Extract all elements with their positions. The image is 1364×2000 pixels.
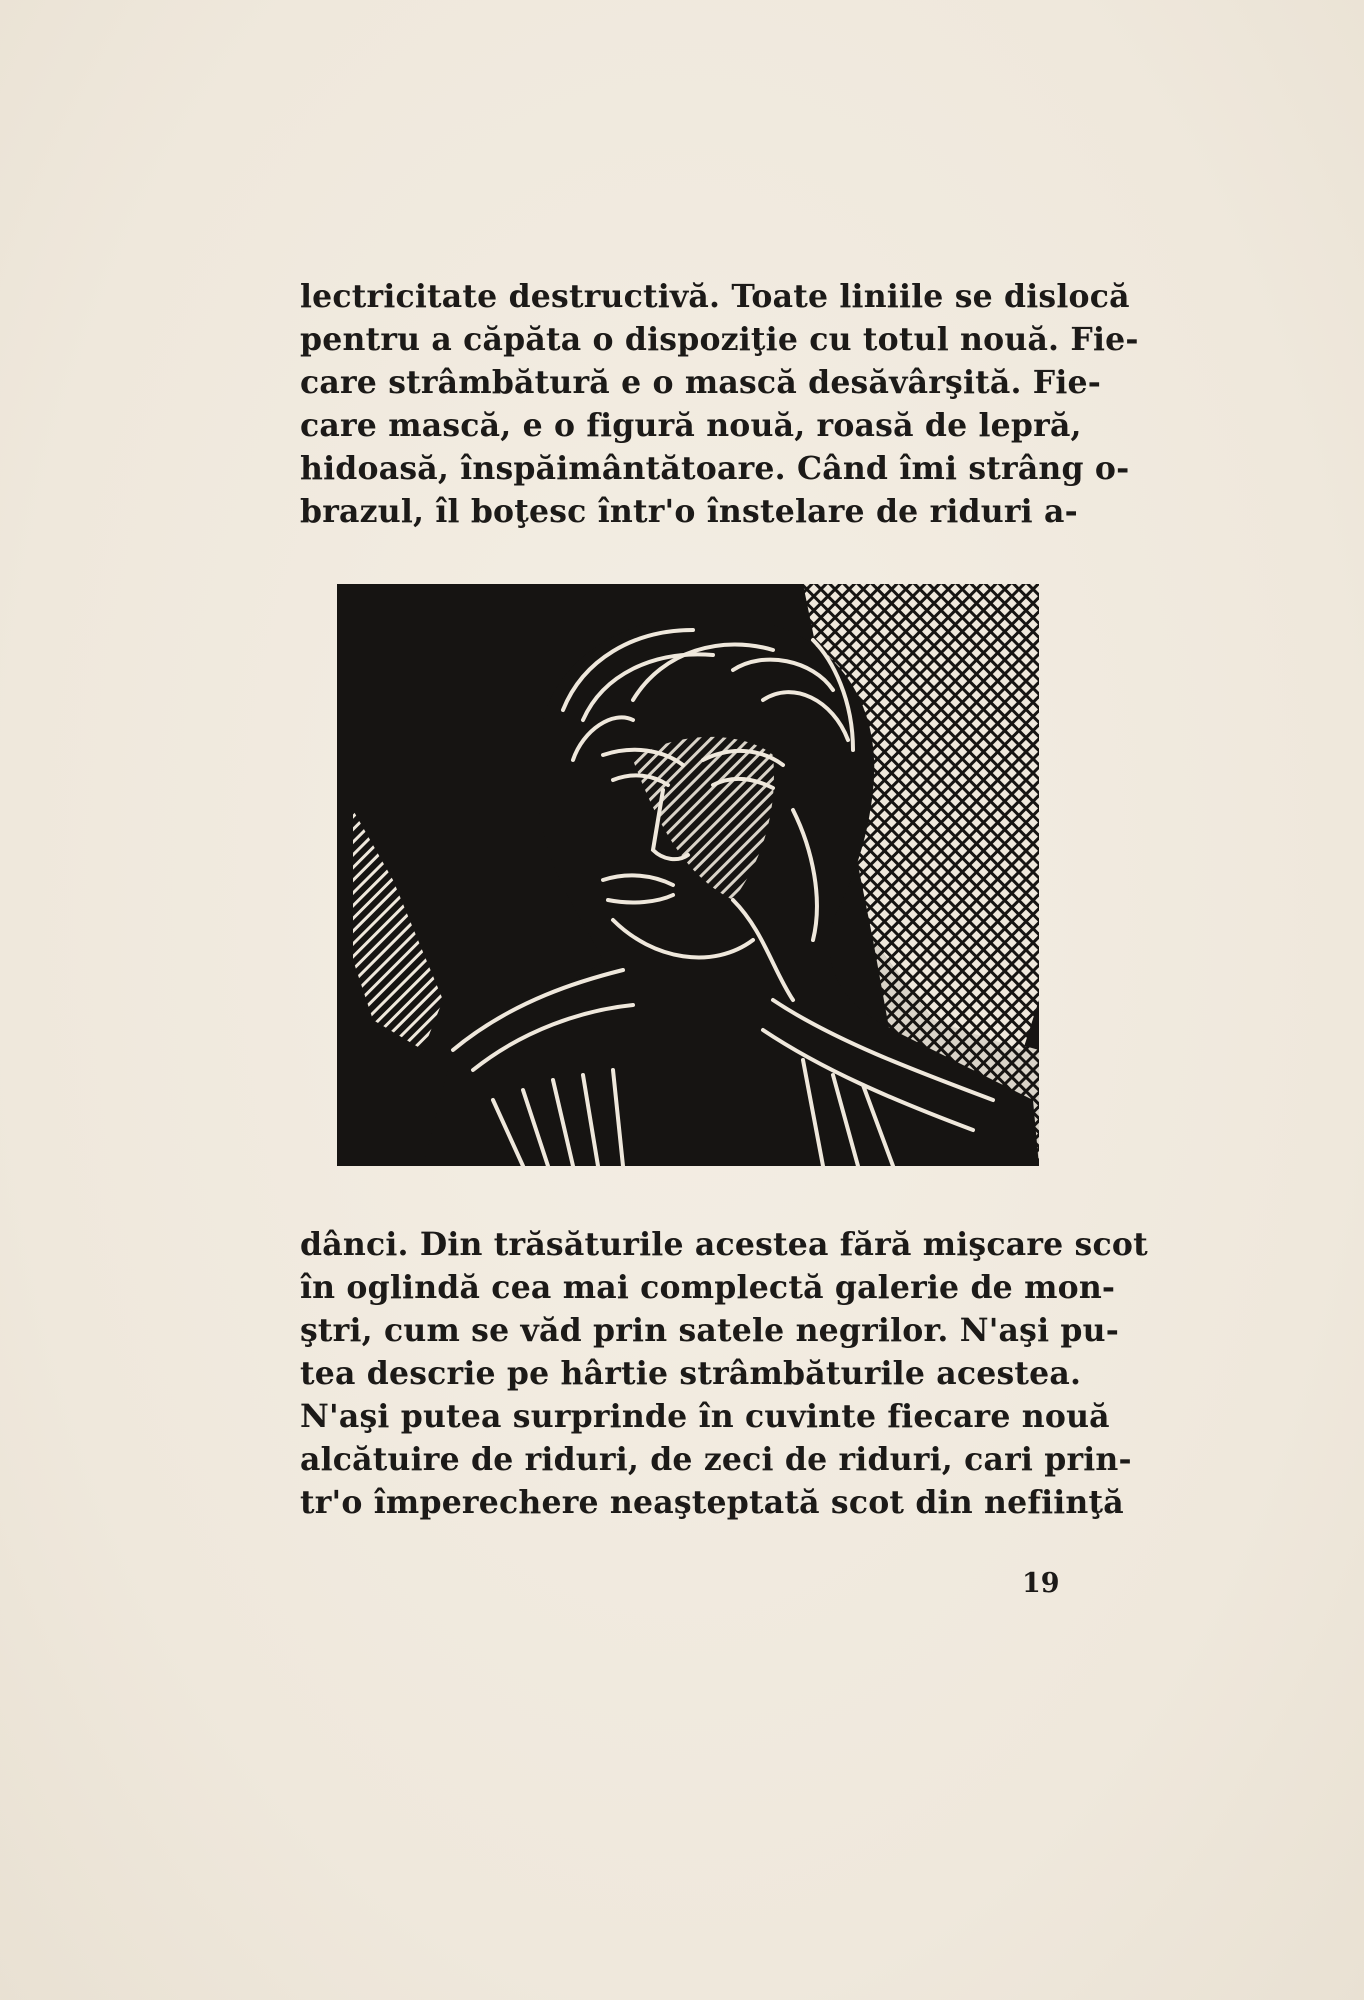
text-line: hidoasă, înspăimântătoare. Când îmi strâng o- (300, 450, 1130, 487)
top-paragraph (300, 275, 1139, 533)
text-line: lectricitate destructivă. Toate liniile se dislocă (300, 278, 1130, 315)
text-line: care strâmbătură e o mască desăvârşită. Fie- (300, 364, 1102, 401)
text-line: pentru a căpăta o dispoziţie cu totul nouă. Fie- (300, 321, 1139, 358)
text-line: alcătuire de riduri, de zeci de riduri, cari prin- (300, 1441, 1132, 1478)
text-line: ştri, cum se văd prin satele negrilor. N'aşi pu- (300, 1312, 1120, 1349)
text-line: brazul, îl boţesc într'o înstelare de riduri a- (300, 493, 1078, 530)
text-line: în oglindă cea mai complectă galerie de mon- (300, 1269, 1116, 1306)
bottom-paragraph (300, 1223, 1148, 1524)
woodcut-portrait-icon (333, 580, 1045, 1172)
text-line: tea descrie pe hârtie strâmbăturile acestea. (300, 1355, 1082, 1392)
text-line: tr'o împerechere neaşteptată scot din nefiinţă (300, 1484, 1124, 1521)
page-number: 19 (1022, 1568, 1060, 1599)
text-line: care mască, e o figură nouă, roasă de lepră, (300, 407, 1082, 444)
text-line: N'aşi putea surprinde în cuvinte fiecare nouă (300, 1398, 1110, 1435)
text-line: dânci. Din trăsăturile acestea fără mişcare scot (300, 1226, 1148, 1263)
